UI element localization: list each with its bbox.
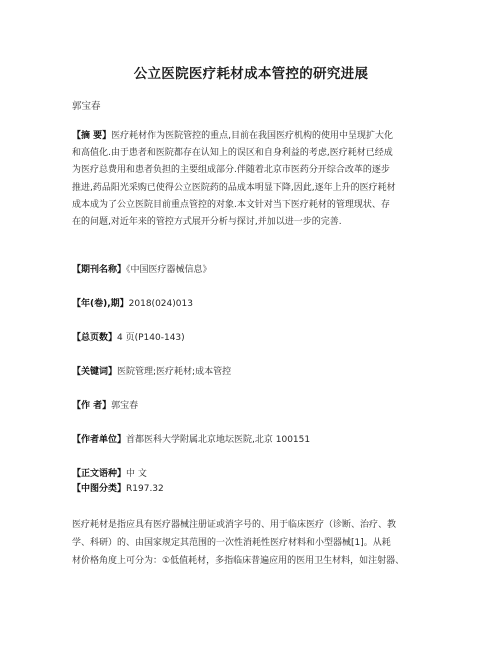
abstract-line-6: 在的问题,对近年来的管控方式展开分析与探讨,并加以进一步的完善. [72, 217, 342, 228]
field-value: 《中国医疗器械信息》 [126, 265, 212, 275]
field-label: 【作者单位】 [72, 435, 127, 445]
field-label: 【中图分类】 [72, 484, 127, 494]
field-value: 中 文 [126, 469, 147, 479]
abstract-line-1: 【摘 要】医疗耗材作为医院管控的重点,目前在我国医疗机构的使用中呈现扩大化 [72, 131, 394, 141]
document-title: 公立医院医疗耗材成本管控的研究进展 [133, 66, 369, 82]
field-label: 【关键词】 [72, 367, 118, 377]
field-label: 【期刊名称】 [72, 265, 127, 275]
abstract-label: 【摘 要】 [72, 131, 112, 141]
abstract-line-5: 成本成为了公立医院目前重点管控的对象.本文针对当下医疗耗材的管理现状、存 [72, 199, 390, 210]
field-journal-name [72, 262, 212, 275]
field-keywords [72, 364, 231, 377]
abstract-line-4: 推进,药品阳光采购已使得公立医院药的品成本明显下降,因此,逐年上升的医疗耗材 [72, 182, 396, 193]
field-value: 医院管理;医疗耗材;成本管控 [117, 367, 232, 377]
field-label: 【作 者】 [72, 401, 112, 411]
field-classification [72, 481, 164, 494]
field-author [72, 398, 138, 411]
field-value: 郭宝春 [111, 401, 139, 411]
abstract-line-3: 为医疗总费用和患者负担的主要组成部分.伴随着北京市医药分开综合改革的逐步 [72, 165, 390, 176]
field-label: 【年(卷),期】 [72, 299, 129, 309]
body-line-3: 材价格角度上可分为：①低值耗材，多指临床普遍应用的医用卫生材料，如注射器、 [72, 556, 405, 566]
abstract-section [72, 128, 432, 231]
field-value: 首都医科大学附属北京地坛医院,北京 100151 [126, 435, 311, 445]
field-value: 2018(024)013 [128, 299, 193, 309]
field-author-affiliation [72, 432, 310, 445]
field-language [72, 466, 147, 479]
author-name: 郭宝春 [72, 101, 101, 112]
field-value: 4 页(P140-143) [117, 333, 185, 343]
field-label: 【总页数】 [72, 333, 118, 343]
body-paragraph [72, 516, 444, 570]
field-label: 【正文语种】 [72, 469, 127, 479]
body-line-2: 学、科研）的、由国家规定其范围的一次性消耗性医疗材料和小型器械[1]。从耗 [72, 538, 391, 548]
field-volume-issue [72, 296, 193, 309]
abstract-line-2: 和高值化.由于患者和医院都存在认知上的误区和自身利益的考虑,医疗耗材已经成 [72, 148, 393, 159]
field-page-count [72, 330, 185, 343]
body-line-1: 医疗耗材是指应具有医疗器械注册证或消字号的、用于临床医疗（诊断、治疗、教 [72, 520, 397, 530]
field-value: R197.32 [126, 484, 164, 494]
